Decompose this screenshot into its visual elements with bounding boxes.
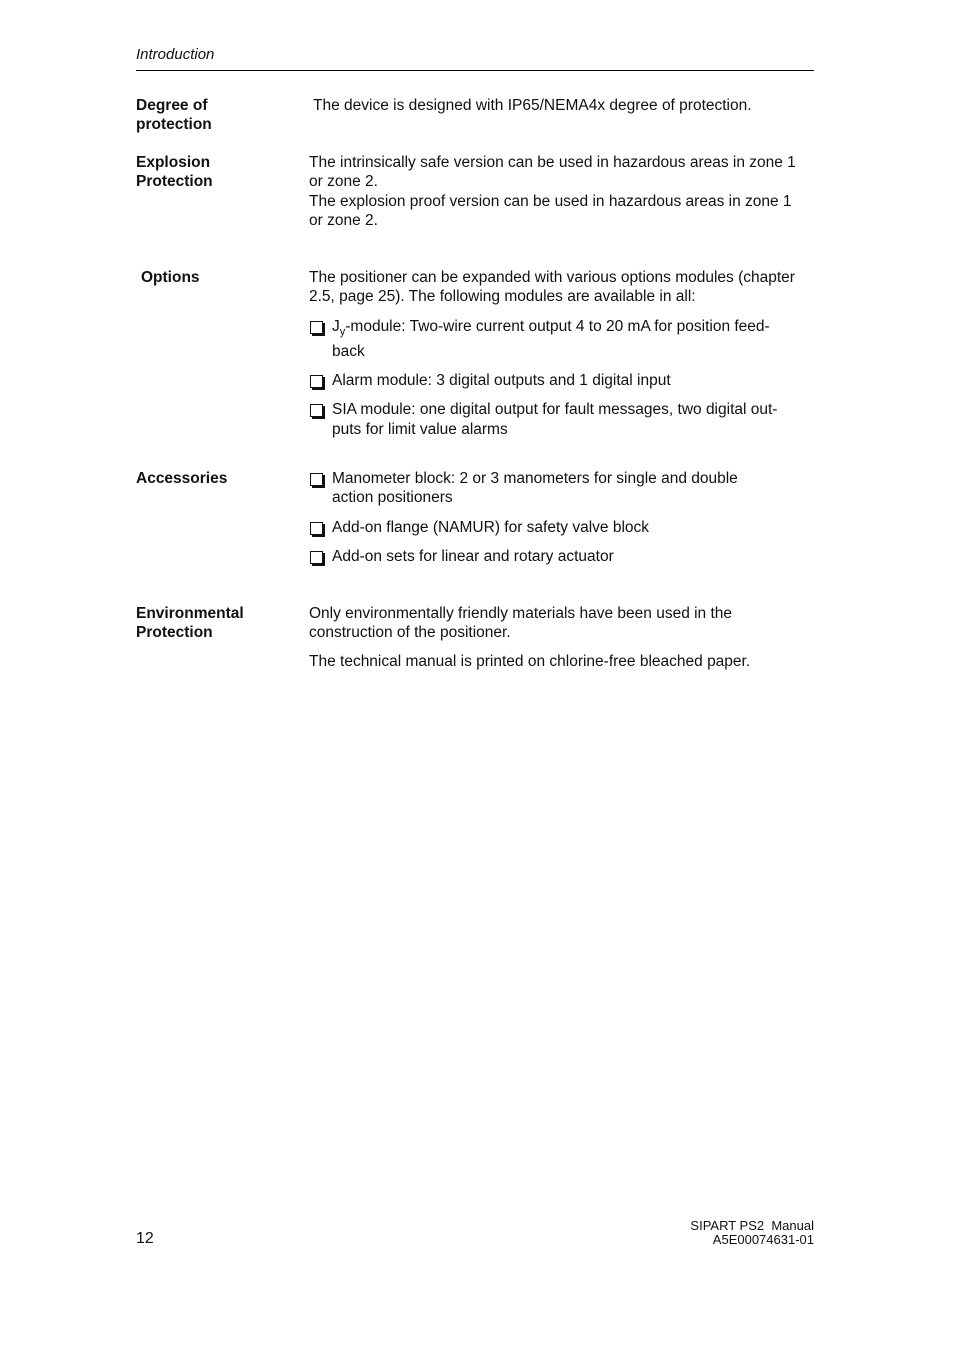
list-item <box>309 547 817 566</box>
section-body <box>309 604 817 671</box>
item-subscript: y <box>339 325 346 338</box>
section-body <box>309 469 817 566</box>
options-list <box>309 317 817 439</box>
body-text-line: construction of the positioner. <box>309 624 511 642</box>
list-item <box>309 317 817 362</box>
body-text-line: The explosion proof version can be used in hazardous areas in zone 1 <box>309 192 792 210</box>
header-rule <box>136 70 814 71</box>
label-line: Protection <box>136 624 213 641</box>
list-item <box>309 400 817 439</box>
list-item <box>309 469 817 508</box>
label-line: Options <box>141 269 200 286</box>
checkbox-bullet-icon <box>310 473 323 486</box>
section-label <box>141 268 301 287</box>
label-line: Environmental <box>136 605 244 622</box>
document-number: A5E00074631-01 <box>712 1232 814 1247</box>
label-line: Protection <box>136 173 213 190</box>
section-body <box>309 268 817 439</box>
section-label <box>136 96 296 134</box>
item-text-continued: action positioners <box>332 489 453 507</box>
item-text-continued: puts for limit value alarms <box>332 420 508 438</box>
document-title: SIPART PS2 Manual <box>690 1218 814 1233</box>
checkbox-bullet-icon <box>310 404 323 417</box>
body-text-line: Only environmentally friendly materials have been used in the <box>309 605 733 622</box>
section-label <box>136 153 296 191</box>
checkbox-bullet-icon <box>310 522 323 535</box>
item-text: SIA module: one digital output for fault messages, two digital out- <box>332 401 778 419</box>
section-body <box>313 96 821 115</box>
list-item <box>309 371 817 390</box>
checkbox-bullet-icon <box>310 375 323 388</box>
list-item <box>309 518 817 537</box>
item-text: Add‐on flange (NAMUR) for safety valve block <box>332 518 650 536</box>
checkbox-bullet-icon <box>310 551 323 564</box>
section-label <box>136 469 296 488</box>
item-text: Manometer block: 2 or 3 manometers for single and double <box>332 470 738 487</box>
item-prefix: J <box>332 317 340 335</box>
accessories-list <box>309 469 817 566</box>
body-text: The device is designed with IP65/NEMA4x degree of protection. <box>313 97 752 114</box>
body-text-line: The positioner can be expanded with various options modules (chapter <box>309 269 795 286</box>
label-line: Degree of <box>136 97 208 114</box>
label-line: Accessories <box>136 470 228 487</box>
running-header: Introduction <box>136 46 215 63</box>
document-reference <box>690 1219 814 1247</box>
body-text-line: or zone 2. <box>309 173 378 191</box>
body-text-note: The technical manual is printed on chlorine‐free bleached paper. <box>309 652 751 670</box>
section-body <box>309 153 817 230</box>
body-text-line: The intrinsically safe version can be used in hazardous areas in zone 1 <box>309 154 796 171</box>
label-line: Explosion <box>136 154 211 171</box>
section-label <box>136 604 296 642</box>
label-line: protection <box>136 116 212 133</box>
item-text: -module: Two‐wire current output 4 to 20 mA for position feed- <box>345 317 770 335</box>
body-text-line: 2.5, page 25). The following modules are available in all: <box>309 288 696 306</box>
item-text-continued: back <box>332 342 365 360</box>
item-text: Add‐on sets for linear and rotary actuator <box>332 547 614 565</box>
item-text: Alarm module: 3 digital outputs and 1 digital input <box>332 372 671 390</box>
checkbox-bullet-icon <box>310 321 323 334</box>
page-number: 12 <box>136 1230 154 1247</box>
body-text-line: or zone 2. <box>309 211 378 229</box>
